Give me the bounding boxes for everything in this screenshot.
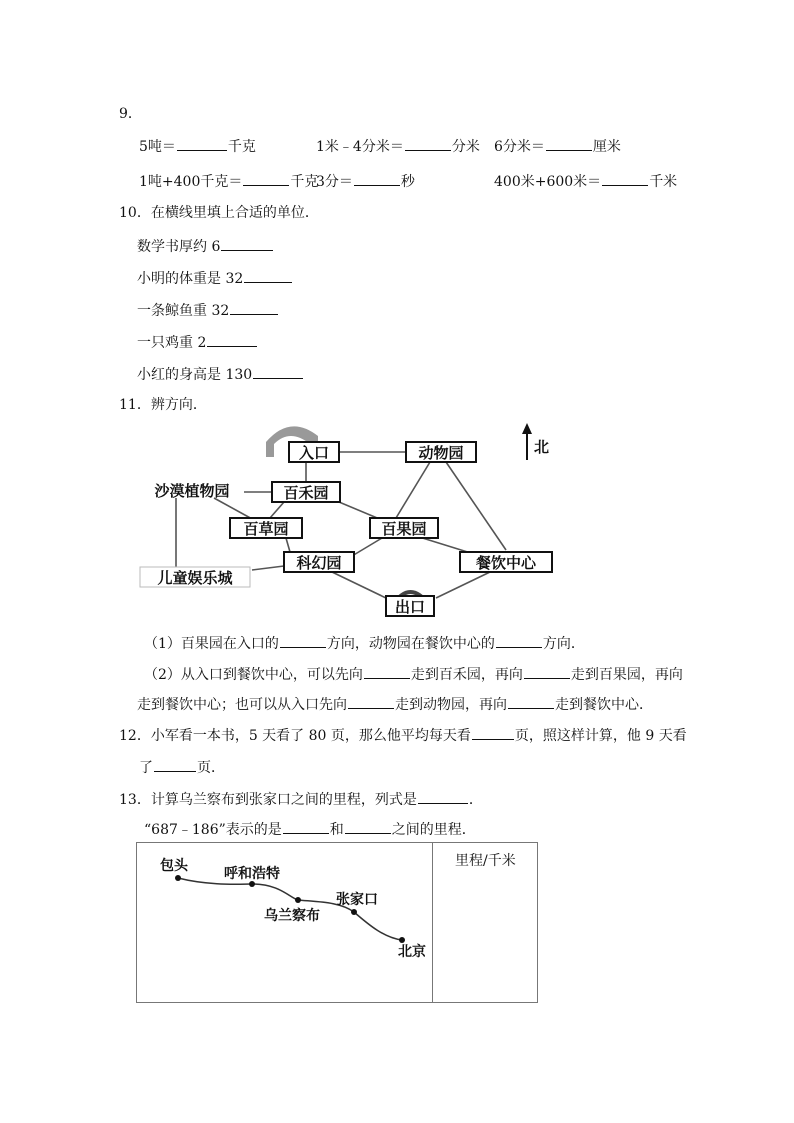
q13-text: 之间的里程． (391, 822, 476, 838)
answer-blank[interactable] (602, 171, 648, 186)
q10-item-text: 一条鲸鱼重 32 (137, 303, 230, 319)
q11-s3-text: 走到餐饮中心；也可以从入口先向 (137, 697, 347, 713)
q9-r1a-unit: 千克 (227, 139, 256, 155)
answer-blank[interactable] (524, 664, 570, 679)
answer-blank[interactable] (546, 136, 592, 151)
q11-s1-text: 方向． (542, 636, 585, 652)
q9-r2b-label: 3分＝ (316, 174, 353, 190)
q11-s1-text: （1）百果园在入口的 (144, 636, 279, 652)
q12-text: 了 (139, 760, 153, 776)
q11-sub1 (144, 633, 585, 653)
north-arrowhead-icon (522, 423, 532, 434)
q9-r1c-unit: 厘米 (592, 139, 621, 155)
answer-blank[interactable] (244, 268, 292, 283)
q11-s2-text: 走到百禾园，再向 (410, 667, 523, 683)
node-label: 动物园 (418, 444, 464, 462)
q9-r1b-label: 1米﹣4分米＝ (316, 139, 404, 155)
answer-blank[interactable] (177, 136, 227, 151)
city-label: 乌兰察布 (264, 908, 320, 924)
q9-row2-b (316, 171, 415, 191)
q9-row2-c (494, 171, 677, 191)
q10-item (137, 236, 274, 256)
q13-text: 和 (329, 822, 344, 838)
q13-text: 13．计算乌兰察布到张家口之间的里程，列式是 (119, 792, 417, 808)
q9-r1b-unit: 分米 (451, 139, 480, 155)
city-dot (351, 909, 357, 915)
distance-column-header: 里程/千米 (455, 853, 516, 869)
path-line (270, 502, 284, 518)
answer-blank[interactable] (354, 171, 400, 186)
q13-line2 (144, 819, 476, 839)
answer-blank[interactable] (348, 694, 394, 709)
q9-number: 9． (119, 106, 142, 122)
q9-row1-a (139, 136, 256, 156)
node-label: 百草园 (243, 520, 289, 538)
q12-text: 页． (197, 760, 225, 776)
park-map (134, 420, 560, 620)
answer-blank[interactable] (418, 789, 468, 804)
q13-text: “687﹣186”表示的是 (144, 822, 282, 838)
answer-blank[interactable] (243, 171, 289, 186)
node-exit (386, 596, 434, 616)
q9-r2c-unit: 千米 (649, 174, 678, 190)
answer-blank[interactable] (253, 364, 303, 379)
q12-text: 12．小军看一本书，5 天看了 80 页，那么他平均每天看 (119, 728, 471, 744)
q9-r2a-unit: 千克 (290, 174, 319, 190)
route-map (140, 846, 430, 996)
q10-item-text: 小明的体重是 32 (137, 271, 244, 287)
q11-sub2-cont (137, 694, 653, 714)
q10-item (137, 268, 293, 288)
node-label: 百禾园 (283, 484, 329, 502)
answer-blank[interactable] (154, 757, 196, 772)
q10-item-text: 数学书厚约 6 (137, 239, 221, 255)
node-label: 沙漠植物园 (154, 482, 230, 500)
q10-title: 10．在横线里填上合适的单位． (119, 205, 319, 221)
q12-line1 (119, 725, 687, 745)
city-label: 包头 (160, 858, 188, 874)
q11-sub2 (144, 664, 683, 684)
path-line (286, 538, 290, 552)
q10-item-text: 小红的身高是 130 (137, 367, 253, 383)
city-dot (295, 897, 301, 903)
q13-text: ． (468, 792, 483, 808)
node-canyin (460, 552, 552, 572)
answer-blank[interactable] (221, 236, 273, 251)
answer-blank[interactable] (207, 332, 257, 347)
q11-s3-text: 走到餐饮中心． (555, 697, 653, 713)
q9-r2c-label: 400米+600米＝ (494, 174, 602, 190)
path-line (332, 572, 386, 598)
node-label: 科幻园 (296, 554, 342, 572)
path-line (252, 566, 284, 570)
answer-blank[interactable] (496, 633, 542, 648)
path-line (436, 572, 490, 598)
node-zoo (406, 442, 476, 462)
q10-item (137, 300, 279, 320)
q12-text: 页，照这样计算，他 9 天看 (514, 728, 687, 744)
north-label: 北 (534, 438, 550, 456)
answer-blank[interactable] (280, 633, 326, 648)
answer-blank[interactable] (508, 694, 554, 709)
node-label: 入口 (298, 444, 330, 462)
city-dot (175, 875, 181, 881)
answer-blank[interactable] (405, 136, 451, 151)
answer-blank[interactable] (230, 300, 278, 315)
city-label: 呼和浩特 (224, 866, 280, 882)
node-label: 儿童娱乐城 (157, 569, 233, 587)
q9-row1-b (316, 136, 480, 156)
node-entrance (289, 442, 339, 462)
node-label: 百果园 (381, 520, 427, 538)
q11-s1-text: 方向，动物园在餐饮中心的 (326, 636, 495, 652)
answer-blank[interactable] (364, 664, 410, 679)
q11-s2-text: 走到百果园，再向 (570, 667, 683, 683)
node-label: 餐饮中心 (475, 554, 537, 572)
q10-item-text: 一只鸡重 2 (137, 335, 207, 351)
path-line (214, 498, 254, 520)
node-label: 出口 (394, 598, 426, 616)
q11-s3-text: 走到动物园，再向 (395, 697, 507, 713)
answer-blank[interactable] (472, 725, 514, 740)
path-line (446, 462, 506, 550)
q9-r1c-label: 6分米＝ (494, 139, 545, 155)
q9-r2a-label: 1吨+400千克＝ (139, 174, 243, 190)
q10-item (137, 364, 304, 384)
node-baiguo (370, 518, 438, 538)
answer-blank[interactable] (345, 819, 391, 834)
q9-row2-a (139, 171, 318, 191)
city-label: 北京 (398, 944, 426, 960)
city-label: 张家口 (336, 892, 378, 908)
node-baicao (230, 518, 302, 538)
table-divider (432, 842, 433, 1002)
city-dot (399, 937, 405, 943)
q9-r1a-label: 5吨＝ (139, 139, 176, 155)
q11-s2-text: （2）从入口到餐饮中心，可以先向 (144, 667, 363, 683)
node-ertong (140, 567, 250, 587)
q9-row1-c (494, 136, 621, 156)
q13-line1 (119, 789, 483, 809)
q9-r2b-unit: 秒 (400, 174, 415, 190)
path-line (352, 538, 382, 556)
path-line (396, 462, 430, 518)
q12-line2 (139, 757, 225, 777)
node-kehuan (284, 552, 354, 572)
answer-blank[interactable] (283, 819, 329, 834)
q10-item (137, 332, 258, 352)
q11-title: 11．辨方向． (119, 397, 207, 413)
node-desert-garden (154, 482, 229, 500)
node-baihe (272, 482, 340, 502)
